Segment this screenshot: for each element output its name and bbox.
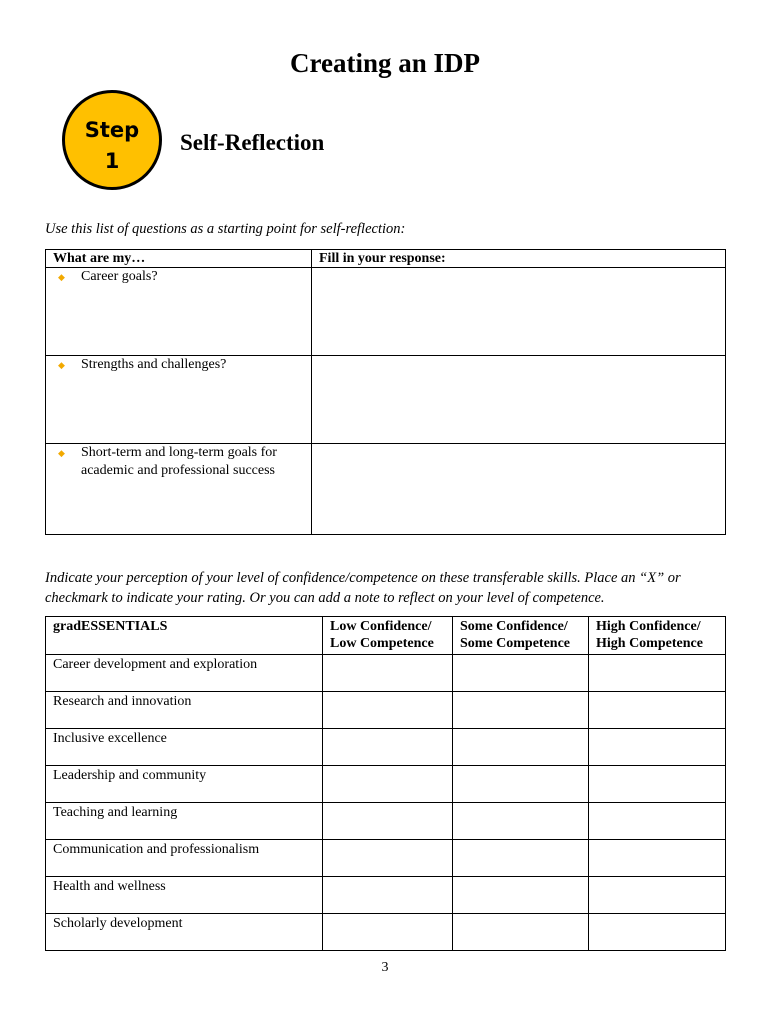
- some-rating-cell[interactable]: [453, 803, 589, 840]
- some-rating-cell[interactable]: [453, 692, 589, 729]
- page-title: Creating an IDP: [289, 48, 480, 78]
- response-cell[interactable]: [312, 356, 726, 444]
- some-confidence-header: [453, 617, 589, 655]
- table-header-row: [46, 250, 726, 268]
- some-rating-cell[interactable]: [453, 840, 589, 877]
- question-text: Strengths and challenges?: [81, 357, 227, 372]
- skill-name: Career development and exploration: [46, 655, 323, 692]
- skill-name: Health and wellness: [46, 877, 323, 914]
- skill-name: Scholarly development: [46, 914, 323, 951]
- low-rating-cell[interactable]: [323, 692, 453, 729]
- low-rating-cell[interactable]: [323, 655, 453, 692]
- header-line: Low Confidence/: [330, 619, 432, 634]
- table-row: [46, 877, 726, 914]
- low-confidence-header: [323, 617, 453, 655]
- high-rating-cell[interactable]: [589, 692, 726, 729]
- low-rating-cell[interactable]: [323, 803, 453, 840]
- skill-column-header: gradESSENTIALS: [46, 617, 323, 655]
- question-column-header: What are my…: [46, 250, 312, 268]
- skills-rating-table: [45, 616, 726, 951]
- high-rating-cell[interactable]: [589, 766, 726, 803]
- table-row: [46, 729, 726, 766]
- step-badge: [62, 90, 162, 190]
- section-title: Self-Reflection: [180, 130, 325, 155]
- skill-name: Research and innovation: [46, 692, 323, 729]
- header-line: High Confidence/: [596, 619, 701, 634]
- table-row: [46, 766, 726, 803]
- high-confidence-header: [589, 617, 726, 655]
- skill-name: Teaching and learning: [46, 803, 323, 840]
- response-cell[interactable]: [312, 444, 726, 535]
- high-rating-cell[interactable]: [589, 877, 726, 914]
- high-rating-cell[interactable]: [589, 914, 726, 951]
- table-row: [46, 803, 726, 840]
- question-text: Short-term and long-term goals for academic and professional success: [81, 445, 277, 478]
- diamond-bullet-icon: ◆: [58, 361, 65, 371]
- table-row: [46, 444, 726, 535]
- some-rating-cell[interactable]: [453, 877, 589, 914]
- response-column-header: Fill in your response:: [312, 250, 726, 268]
- table-row: [46, 914, 726, 951]
- page-number: 3: [381, 960, 389, 975]
- header-line: Low Competence: [330, 636, 434, 651]
- low-rating-cell[interactable]: [323, 840, 453, 877]
- skill-name: Inclusive excellence: [46, 729, 323, 766]
- intro-text: Use this list of questions as a starting point for self-reflection:: [45, 221, 406, 237]
- header-line: Some Confidence/: [460, 619, 568, 634]
- skill-name: Communication and professionalism: [46, 840, 323, 877]
- table-header-row: [46, 617, 726, 655]
- response-cell[interactable]: [312, 268, 726, 356]
- table-row: [46, 356, 726, 444]
- some-rating-cell[interactable]: [453, 729, 589, 766]
- table-row: [46, 840, 726, 877]
- low-rating-cell[interactable]: [323, 766, 453, 803]
- question-text: Career goals?: [81, 269, 158, 284]
- question-cell: [46, 444, 312, 535]
- some-rating-cell[interactable]: [453, 655, 589, 692]
- high-rating-cell[interactable]: [589, 729, 726, 766]
- rating-instructions: Indicate your perception of your level of confidence/competence on these transferable skills. Place an “X” or checkmark to indicate your rating. Or you can add a note to reflect on your level of competence.: [45, 570, 681, 606]
- table-row: [46, 692, 726, 729]
- question-cell: [46, 356, 312, 444]
- diamond-bullet-icon: ◆: [58, 449, 65, 459]
- step-number: 1: [104, 149, 120, 173]
- high-rating-cell[interactable]: [589, 803, 726, 840]
- table-row: [46, 268, 726, 356]
- step-label: Step: [84, 118, 140, 142]
- self-reflection-table: [45, 249, 726, 535]
- some-rating-cell[interactable]: [453, 766, 589, 803]
- high-rating-cell[interactable]: [589, 840, 726, 877]
- header-line: High Competence: [596, 636, 703, 651]
- skill-name: Leadership and community: [46, 766, 323, 803]
- low-rating-cell[interactable]: [323, 877, 453, 914]
- header-line: Some Competence: [460, 636, 571, 651]
- high-rating-cell[interactable]: [589, 655, 726, 692]
- question-cell: [46, 268, 312, 356]
- some-rating-cell[interactable]: [453, 914, 589, 951]
- low-rating-cell[interactable]: [323, 914, 453, 951]
- table-row: [46, 655, 726, 692]
- diamond-bullet-icon: ◆: [58, 273, 65, 283]
- low-rating-cell[interactable]: [323, 729, 453, 766]
